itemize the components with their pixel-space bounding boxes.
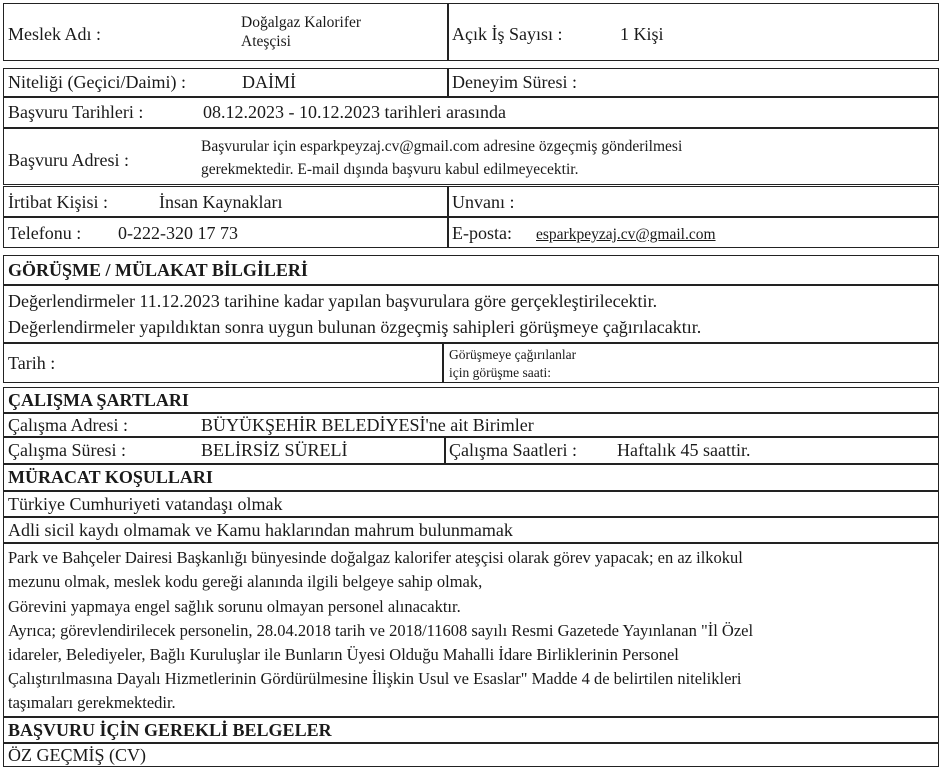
muracat-item1: Türkiye Cumhuriyeti vatandaşı olmak (8, 494, 283, 514)
muracat-line: Ayrıca; görevlendirilecek personelin, 28.04.2018 tarih ve 2018/11608 sayılı Resmi Gazetede Yayınlanan "İl Özel (8, 621, 754, 640)
muracat-line: mezunu olmak, meslek kodu gereği alanında ilgili belgeye sahip olmak, (8, 572, 483, 591)
muracat-line: idareler, Belediyeler, Bağlı Kuruluşlar ile Bunların Üyesi Olduğu Mahalli İdare Birliklerinin Personel (8, 645, 679, 664)
muracat-line: Çalıştırılmasına Dayalı Hizmetlerinin Gördürülmesine İlişkin Usul ve Esaslar" Madde 4 de belirtilen nitelikleri (8, 669, 742, 688)
telefon-label: Telefonu : (8, 223, 82, 243)
acik-is-cell (447, 3, 939, 61)
acik-is-label: Açık İş Sayısı : (452, 24, 563, 44)
acik-is-value: 1 Kişi (620, 24, 664, 44)
job-posting-form (3, 3, 939, 765)
irtibat-value: İnsan Kaynakları (159, 192, 283, 212)
basvuru-tarihleri-value: 08.12.2023 - 10.12.2023 tarihleri arasında (203, 102, 506, 122)
calisma-title-cell (3, 387, 939, 413)
calisma-title: ÇALIŞMA ŞARTLARI (8, 390, 189, 410)
muracat-title: MÜRACAT KOŞULLARI (8, 467, 213, 487)
telefon-value: 0-222-320 17 73 (118, 223, 238, 243)
eposta-cell (447, 217, 939, 248)
deneyim-cell (447, 68, 939, 97)
telefon-cell (3, 217, 449, 248)
muracat-line: Park ve Bahçeler Dairesi Başkanlığı bünyesinde doğalgaz kalorifer ateşçisi olarak görev yapacak; en az ilkokul (8, 548, 743, 567)
meslek-value-line1: Doğalgaz Kalorifer (241, 14, 362, 31)
gorusme-body-cell (3, 285, 939, 343)
gorusme-line2: Değerlendirmeler yapıldıktan sonra uygun bulunan özgeçmiş sahipleri görüşmeye çağırılacaktır. (8, 317, 702, 337)
gorusme-saat-label-line1: Görüşmeye çağırılanlar (449, 347, 577, 362)
muracat-title-cell (3, 464, 939, 491)
muracat-item2: Adli sicil kaydı olmamak ve Kamu haklarından mahrum bulunmamak (8, 520, 513, 540)
gorusme-saat-cell (442, 343, 939, 383)
basvuru-tarihleri-label: Başvuru Tarihleri : (8, 102, 144, 122)
basvuru-adresi-line2: gerekmektedir. E-mail dışında başvuru kabul edilmeyecektir. (201, 161, 579, 178)
tarih-cell (3, 343, 444, 383)
calisma-sure-cell (3, 437, 446, 464)
unvan-cell (447, 186, 939, 217)
muracat-line: Görevini yapmaya engel sağlık sorunu olmayan personel alınacaktır. (8, 597, 461, 616)
niteligi-cell (3, 68, 449, 97)
calisma-adres-label: Çalışma Adresi : (8, 415, 128, 435)
calisma-adres-cell (3, 413, 939, 437)
muracat-detail-cell (3, 543, 939, 717)
deneyim-label: Deneyim Süresi : (452, 72, 577, 92)
niteligi-label: Niteliği (Geçici/Daimi) : (8, 72, 186, 92)
irtibat-label: İrtibat Kişisi : (8, 192, 108, 212)
muracat-item1-cell (3, 491, 939, 517)
eposta-link[interactable]: esparkpeyzaj.cv@gmail.com (536, 226, 716, 243)
calisma-saat-label: Çalışma Saatleri : (449, 440, 577, 460)
niteligi-value: DAİMİ (242, 72, 296, 92)
gorusme-title-cell (3, 255, 939, 285)
gorusme-saat-label-line2: için görüşme saati: (449, 365, 551, 380)
belgeler-title: BAŞVURU İÇİN GEREKLİ BELGELER (8, 720, 332, 740)
gorusme-line1: Değerlendirmeler 11.12.2023 tarihine kadar yapılan başvurulara göre gerçekleştirilecektir. (8, 291, 658, 311)
gorusme-title: GÖRÜŞME / MÜLAKAT BİLGİLERİ (8, 260, 308, 280)
belgeler-item1: ÖZ GEÇMİŞ (CV) (8, 745, 146, 765)
meslek-cell (3, 3, 449, 61)
irtibat-cell (3, 186, 449, 217)
eposta-label: E-posta: (452, 223, 512, 243)
basvuru-adresi-label: Başvuru Adresi : (8, 150, 129, 170)
tarih-label: Tarih : (8, 353, 56, 373)
belgeler-title-cell (3, 717, 939, 743)
calisma-sure-label: Çalışma Süresi : (8, 440, 126, 460)
basvuru-tarihleri-cell (3, 97, 939, 128)
calisma-saat-value: Haftalık 45 saattir. (617, 440, 751, 460)
meslek-label: Meslek Adı : (8, 24, 101, 44)
calisma-adres-value: BÜYÜKŞEHİR BELEDİYESİ'ne ait Birimler (201, 415, 534, 435)
calisma-sure-value: BELİRSİZ SÜRELİ (201, 440, 348, 460)
calisma-saat-cell (444, 437, 939, 464)
unvan-label: Unvanı : (452, 192, 515, 212)
basvuru-adresi-line1: Başvurular için esparkpeyzaj.cv@gmail.com adresine özgeçmiş gönderilmesi (201, 138, 683, 155)
muracat-line: taşımaları gerekmektedir. (8, 693, 176, 712)
belgeler-item1-cell (3, 743, 939, 767)
basvuru-adresi-cell (3, 128, 939, 185)
muracat-item2-cell (3, 517, 939, 543)
meslek-value-line2: Ateşçisi (241, 33, 291, 50)
